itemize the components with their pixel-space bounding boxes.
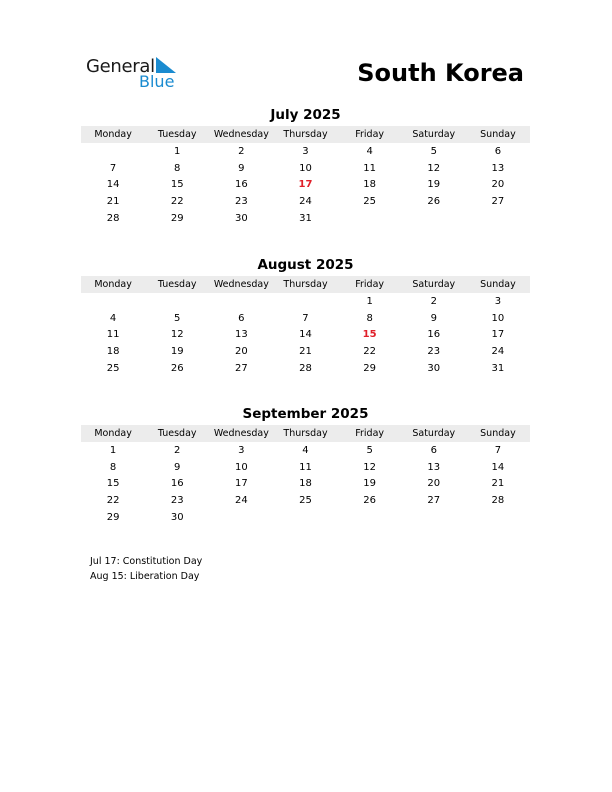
weekday-label: Tuesday (157, 428, 197, 439)
weekday-label: Wednesday (213, 428, 269, 439)
week-row (81, 194, 530, 211)
day-cell: 5 (366, 445, 373, 456)
day-cell: 3 (302, 146, 309, 157)
week-row (81, 493, 530, 510)
day-cell: 22 (363, 346, 376, 358)
day-cell: 24 (299, 196, 312, 208)
day-cell: 25 (106, 362, 120, 374)
week-row (81, 510, 530, 527)
day-cell: 19 (170, 346, 184, 358)
weekday-label: Saturday (412, 428, 456, 439)
day-cell: 13 (234, 329, 248, 341)
day-cell: 9 (174, 461, 181, 473)
week-row (81, 327, 530, 344)
weekday-label: Tuesday (157, 129, 197, 140)
day-cell: 27 (234, 362, 248, 374)
weekday-label: Monday (94, 428, 132, 439)
day-cell: 23 (170, 495, 184, 507)
day-cell: 7 (494, 445, 502, 456)
holiday-note: Aug 15: Liberation Day (90, 570, 200, 582)
weekday-label: Friday (355, 129, 385, 140)
day-cell: 14 (106, 179, 120, 191)
holiday-note: Jul 17: Constitution Day (90, 556, 203, 567)
day-cell (402, 211, 466, 228)
month-title: July 2025 (270, 107, 341, 123)
day-cell: 6 (494, 146, 502, 157)
day-cell: 13 (427, 461, 441, 473)
weekday-label: Friday (355, 428, 385, 439)
day-cell: 24 (234, 495, 248, 507)
day-cell: 22 (170, 196, 184, 208)
day-cell: 26 (363, 495, 376, 507)
day-cell: 31 (299, 212, 312, 224)
weekday-header-row (81, 276, 530, 293)
day-cell: 24 (491, 346, 505, 358)
week-row (81, 311, 530, 328)
day-cell (81, 294, 145, 311)
week-row (81, 161, 530, 178)
day-cell: 22 (106, 495, 120, 507)
day-cell: 16 (234, 179, 248, 191)
month-title: August 2025 (257, 257, 354, 273)
day-cell: 21 (299, 346, 312, 358)
week-row (81, 361, 530, 378)
weekday-label: Saturday (412, 279, 456, 290)
day-cell: 3 (494, 296, 502, 307)
weekday-header-row (81, 425, 530, 442)
day-cell: 8 (366, 312, 373, 324)
day-cell: 11 (106, 329, 120, 341)
day-cell: 28 (299, 362, 312, 374)
day-cell (466, 211, 530, 228)
day-cell: 5 (430, 146, 437, 157)
day-cell: 16 (170, 478, 184, 490)
day-cell (338, 211, 402, 228)
weekday-label: Thursday (283, 428, 328, 439)
holiday-day-cell: 17 (298, 179, 313, 191)
weekday-label: Monday (94, 129, 132, 140)
day-cell: 7 (109, 162, 117, 174)
day-cell: 14 (299, 329, 312, 341)
day-cell: 12 (427, 162, 441, 174)
day-cell: 11 (363, 162, 376, 174)
day-cell (338, 510, 402, 527)
day-cell: 30 (170, 511, 184, 523)
day-cell: 31 (491, 362, 505, 374)
weekday-label: Tuesday (157, 279, 197, 290)
weekday-header-row (81, 126, 530, 143)
month-july (81, 106, 530, 227)
day-cell: 19 (427, 179, 441, 191)
day-cell: 23 (427, 346, 441, 358)
day-cell: 18 (106, 346, 120, 358)
day-cell: 12 (363, 461, 376, 473)
day-cell: 13 (491, 162, 505, 174)
day-cell: 18 (299, 478, 312, 490)
day-cell: 20 (491, 179, 505, 191)
holiday-notes (90, 555, 202, 584)
day-cell (273, 294, 337, 311)
month-title: September 2025 (242, 406, 369, 422)
logo-text-blue: Blue (139, 72, 175, 91)
day-cell: 2 (238, 146, 245, 157)
logo-triangle-icon (154, 57, 176, 73)
day-cell: 15 (106, 478, 120, 490)
week-row (81, 460, 530, 477)
weeks-grid (81, 293, 530, 377)
day-cell: 8 (109, 461, 117, 473)
weekday-label: Thursday (283, 129, 328, 140)
day-cell: 17 (234, 478, 248, 490)
day-cell: 9 (238, 162, 245, 174)
day-cell: 11 (299, 461, 312, 473)
day-cell (402, 510, 466, 527)
weeks-grid (81, 143, 530, 227)
day-cell: 26 (170, 362, 184, 374)
day-cell: 15 (170, 179, 184, 191)
day-cell: 30 (427, 362, 441, 374)
weekday-label: Thursday (283, 279, 328, 290)
weekday-label: Sunday (480, 279, 516, 290)
day-cell: 1 (109, 445, 117, 456)
day-cell: 14 (491, 461, 505, 473)
day-cell: 26 (427, 196, 441, 208)
country-title: South Korea (357, 59, 524, 87)
weekday-label: Sunday (480, 129, 516, 140)
day-cell (466, 510, 530, 527)
day-cell: 2 (430, 296, 437, 307)
day-cell: 21 (491, 478, 505, 490)
week-row (81, 443, 530, 460)
day-cell: 21 (106, 196, 120, 208)
day-cell: 20 (234, 346, 248, 358)
day-cell (273, 510, 337, 527)
day-cell: 18 (363, 179, 376, 191)
day-cell: 12 (170, 329, 184, 341)
generalblue-logo (86, 56, 196, 92)
week-row (81, 476, 530, 493)
day-cell: 19 (363, 478, 376, 490)
logo-text-general: General (86, 56, 155, 77)
day-cell: 17 (491, 329, 505, 341)
day-cell: 4 (366, 146, 373, 157)
day-cell: 1 (366, 296, 373, 307)
day-cell: 10 (491, 312, 505, 324)
day-cell: 3 (238, 445, 245, 456)
weekday-label: Sunday (480, 428, 516, 439)
week-row (81, 144, 530, 161)
weekday-label: Wednesday (213, 279, 269, 290)
weeks-grid (81, 442, 530, 526)
day-cell: 4 (109, 312, 117, 324)
day-cell: 6 (238, 312, 245, 324)
day-cell (209, 294, 273, 311)
day-cell: 1 (174, 146, 181, 157)
day-cell: 27 (427, 495, 441, 507)
month-august (81, 256, 530, 377)
day-cell: 25 (299, 495, 312, 507)
day-cell: 9 (430, 312, 437, 324)
day-cell: 27 (491, 196, 505, 208)
week-row (81, 294, 530, 311)
weekday-label: Monday (94, 279, 132, 290)
week-row (81, 211, 530, 228)
week-row (81, 344, 530, 361)
day-cell: 7 (302, 312, 309, 324)
weekday-label: Wednesday (213, 129, 269, 140)
day-cell: 8 (174, 162, 181, 174)
day-cell (81, 144, 145, 161)
day-cell: 25 (363, 196, 376, 208)
day-cell: 6 (430, 445, 437, 456)
day-cell: 29 (363, 362, 376, 374)
day-cell: 10 (234, 461, 248, 473)
day-cell: 20 (427, 478, 441, 490)
day-cell: 10 (299, 162, 312, 174)
day-cell: 2 (174, 445, 181, 456)
day-cell: 29 (170, 212, 184, 224)
day-cell: 5 (174, 312, 181, 324)
month-september (81, 405, 530, 526)
day-cell (145, 294, 209, 311)
day-cell: 29 (106, 511, 120, 523)
day-cell: 4 (302, 445, 309, 456)
day-cell: 23 (234, 196, 248, 208)
weekday-label: Saturday (412, 129, 456, 140)
week-row (81, 177, 530, 194)
day-cell: 16 (427, 329, 441, 341)
day-cell: 28 (106, 212, 120, 224)
holiday-day-cell: 15 (362, 329, 377, 341)
day-cell: 28 (491, 495, 505, 507)
day-cell (209, 510, 273, 527)
weekday-label: Friday (355, 279, 385, 290)
day-cell: 30 (234, 212, 248, 224)
